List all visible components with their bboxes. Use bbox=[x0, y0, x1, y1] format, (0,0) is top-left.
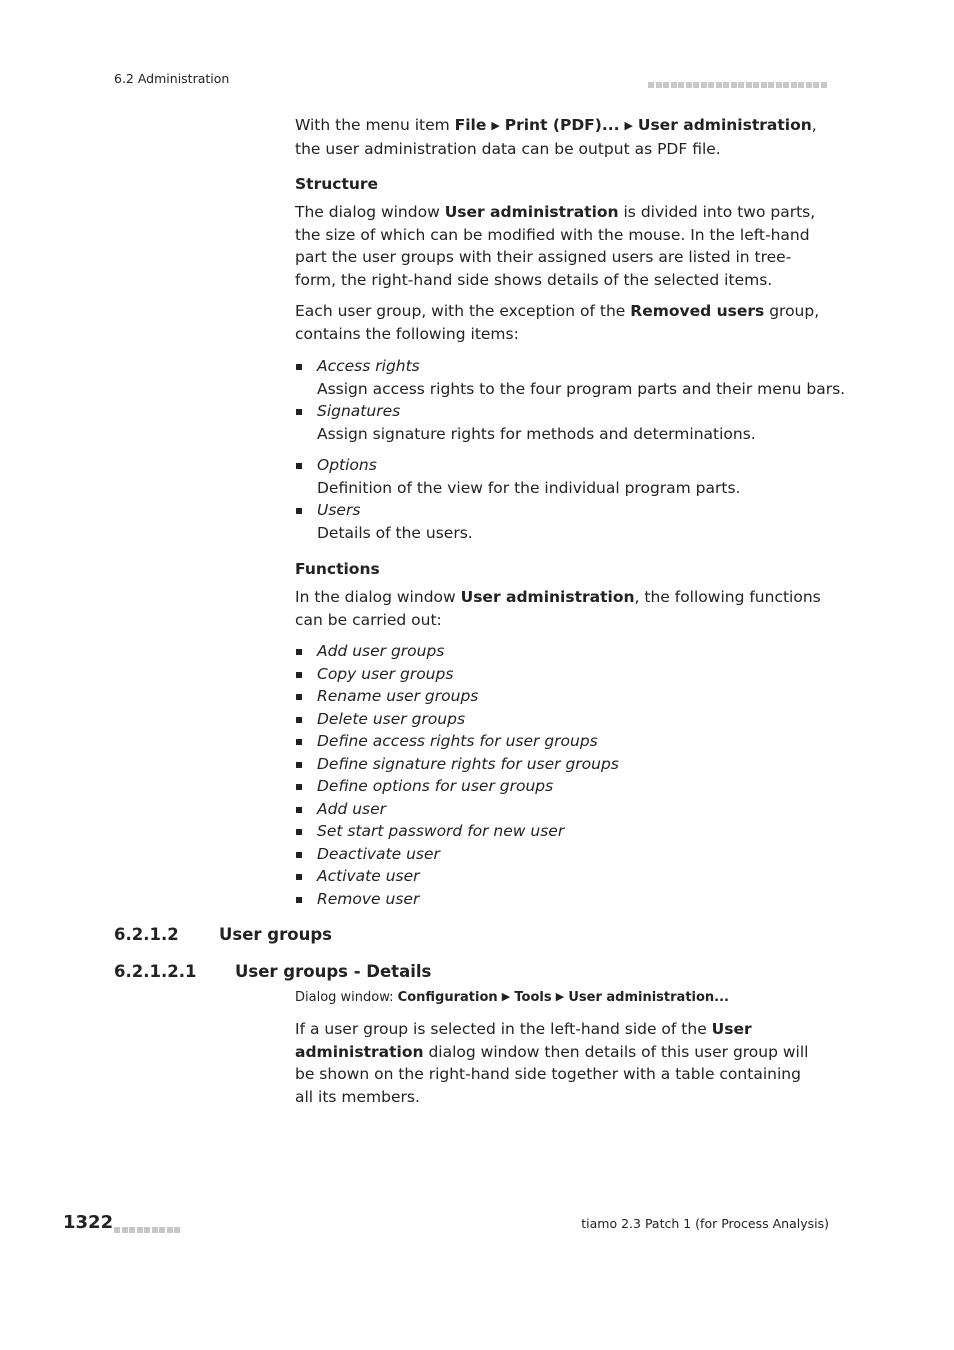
bold-term: User administration bbox=[295, 1020, 752, 1061]
decoration-square bbox=[693, 82, 699, 88]
intro-text: With the menu item bbox=[295, 116, 455, 134]
functions-paragraph bbox=[295, 586, 823, 631]
text: is divided into two parts, the size of which can be modified with the mouse. In the left-hand part the user groups with their assigned users are listed in tree-form, the right-hand side shows details of the selected items. bbox=[295, 203, 816, 289]
menu-file: File bbox=[454, 116, 487, 134]
list-item-desc: Assign signature rights for methods and determinations. bbox=[317, 424, 756, 443]
decoration-square bbox=[761, 82, 767, 88]
decoration-square bbox=[671, 82, 677, 88]
text: The dialog window bbox=[295, 203, 445, 221]
decoration-square bbox=[753, 82, 759, 88]
decoration-square bbox=[701, 82, 707, 88]
dialog-path bbox=[295, 990, 729, 1005]
decoration-square bbox=[678, 82, 684, 88]
text: , the following functions can be carried out: bbox=[295, 588, 821, 629]
list-item-label: Add user groups bbox=[317, 642, 445, 660]
text: Each user group, with the exception of the bbox=[295, 302, 631, 320]
decoration-square bbox=[746, 82, 752, 88]
list-item-label: Define access rights for user groups bbox=[317, 732, 598, 750]
bullet-icon bbox=[296, 508, 302, 514]
text: group, contains the following items: bbox=[295, 302, 820, 343]
bullet-icon bbox=[296, 364, 302, 370]
decoration-square bbox=[731, 82, 737, 88]
bullet-icon bbox=[296, 739, 302, 745]
bold-term: Removed users bbox=[630, 302, 765, 320]
text: If a user group is selected in the left-hand side of the bbox=[295, 1020, 712, 1038]
list-item-label: Add user bbox=[317, 799, 387, 818]
bullet-icon bbox=[296, 874, 302, 880]
decoration-square bbox=[129, 1227, 135, 1233]
list-item-label: Delete user groups bbox=[317, 709, 466, 728]
decoration-square bbox=[167, 1227, 173, 1233]
decoration-square bbox=[122, 1227, 128, 1233]
subsection-title: User groups - Details bbox=[235, 962, 432, 981]
structure-paragraph-1 bbox=[295, 201, 823, 291]
section-number: 6.2.1.2 bbox=[114, 925, 179, 944]
decoration-square bbox=[723, 82, 729, 88]
decoration-square bbox=[798, 82, 804, 88]
decoration-square bbox=[768, 82, 774, 88]
decoration-square bbox=[738, 82, 744, 88]
bullet-icon bbox=[296, 897, 302, 903]
list-item-title: Signatures bbox=[317, 402, 401, 420]
running-header-section: 6.2 Administration bbox=[114, 71, 230, 86]
bullet-icon bbox=[296, 829, 302, 835]
decoration-square bbox=[137, 1227, 143, 1233]
list-item-label: Remove user bbox=[317, 889, 420, 908]
decoration-square bbox=[686, 82, 692, 88]
structure-heading: Structure bbox=[295, 175, 379, 193]
list-item-label: Rename user groups bbox=[317, 687, 479, 705]
bullet-icon bbox=[296, 852, 302, 858]
list-item-label: Define signature rights for user groups bbox=[317, 754, 619, 773]
bold-term: User administration bbox=[460, 588, 635, 606]
bullet-icon bbox=[296, 694, 302, 700]
bullet-icon bbox=[296, 807, 302, 813]
footer-product: tiamo 2.3 Patch 1 (for Process Analysis) bbox=[581, 1216, 829, 1231]
menu-print-pdf: Print (PDF)... bbox=[504, 116, 620, 134]
list-item-desc: Assign access rights to the four program parts and their menu bars. bbox=[317, 379, 846, 398]
decoration-square bbox=[813, 82, 819, 88]
decoration-square bbox=[174, 1227, 180, 1233]
decoration-square bbox=[783, 82, 789, 88]
list-item-label: Set start password for new user bbox=[317, 822, 565, 840]
decoration-square bbox=[656, 82, 662, 88]
decoration-square bbox=[791, 82, 797, 88]
header-decoration bbox=[648, 74, 828, 93]
bullet-icon bbox=[296, 762, 302, 768]
decoration-square bbox=[821, 82, 827, 88]
subsection-number: 6.2.1.2.1 bbox=[114, 962, 197, 981]
arrow-icon: ▶ bbox=[491, 119, 500, 132]
text: dialog window then details of this user group will be shown on the right-hand side together with a table containing all its members. bbox=[295, 1042, 809, 1106]
functions-heading: Functions bbox=[295, 560, 380, 578]
list-item-desc: Details of the users. bbox=[317, 523, 473, 542]
decoration-square bbox=[716, 82, 722, 88]
page-number: 1322 bbox=[63, 1212, 114, 1233]
intro-paragraph bbox=[295, 114, 823, 160]
decoration-square bbox=[708, 82, 714, 88]
bullet-icon bbox=[296, 649, 302, 655]
decoration-square bbox=[159, 1227, 165, 1233]
details-paragraph bbox=[295, 1018, 823, 1108]
list-item-title: Access rights bbox=[317, 357, 420, 375]
decoration-square bbox=[114, 1227, 120, 1233]
decoration-square bbox=[152, 1227, 158, 1233]
menu-user-administration: User administration bbox=[637, 116, 812, 134]
dialog-path-user-administration: User administration... bbox=[568, 990, 729, 1005]
list-item-desc: Definition of the view for the individual program parts. bbox=[317, 478, 741, 497]
bullet-icon bbox=[296, 672, 302, 678]
intro-text-end: , the user administration data can be output as PDF file. bbox=[295, 116, 817, 158]
bullet-icon bbox=[296, 463, 302, 469]
decoration-square bbox=[648, 82, 654, 88]
arrow-icon: ▶ bbox=[624, 119, 633, 132]
list-item-label: Define options for user groups bbox=[317, 777, 554, 795]
dialog-path-label: Dialog window: bbox=[295, 990, 398, 1005]
text: In the dialog window bbox=[295, 588, 461, 606]
decoration-square bbox=[776, 82, 782, 88]
section-title: User groups bbox=[219, 925, 332, 944]
list-item-label: Copy user groups bbox=[317, 664, 454, 683]
list-item-label: Deactivate user bbox=[317, 844, 440, 863]
bullet-icon bbox=[296, 409, 302, 415]
structure-paragraph-2 bbox=[295, 300, 823, 345]
list-item-title: Users bbox=[317, 501, 361, 519]
bold-term: User administration bbox=[444, 203, 619, 221]
decoration-square bbox=[144, 1227, 150, 1233]
footer-decoration bbox=[114, 1219, 182, 1238]
decoration-square bbox=[806, 82, 812, 88]
list-item-label: Activate user bbox=[317, 867, 420, 885]
decoration-square bbox=[663, 82, 669, 88]
bullet-icon bbox=[296, 717, 302, 723]
arrow-icon: ▶ bbox=[555, 990, 565, 1003]
arrow-icon: ▶ bbox=[501, 990, 511, 1003]
dialog-path-configuration: Configuration bbox=[397, 990, 498, 1005]
dialog-path-tools: Tools bbox=[514, 990, 552, 1005]
list-item-title: Options bbox=[317, 456, 377, 474]
bullet-icon bbox=[296, 784, 302, 790]
